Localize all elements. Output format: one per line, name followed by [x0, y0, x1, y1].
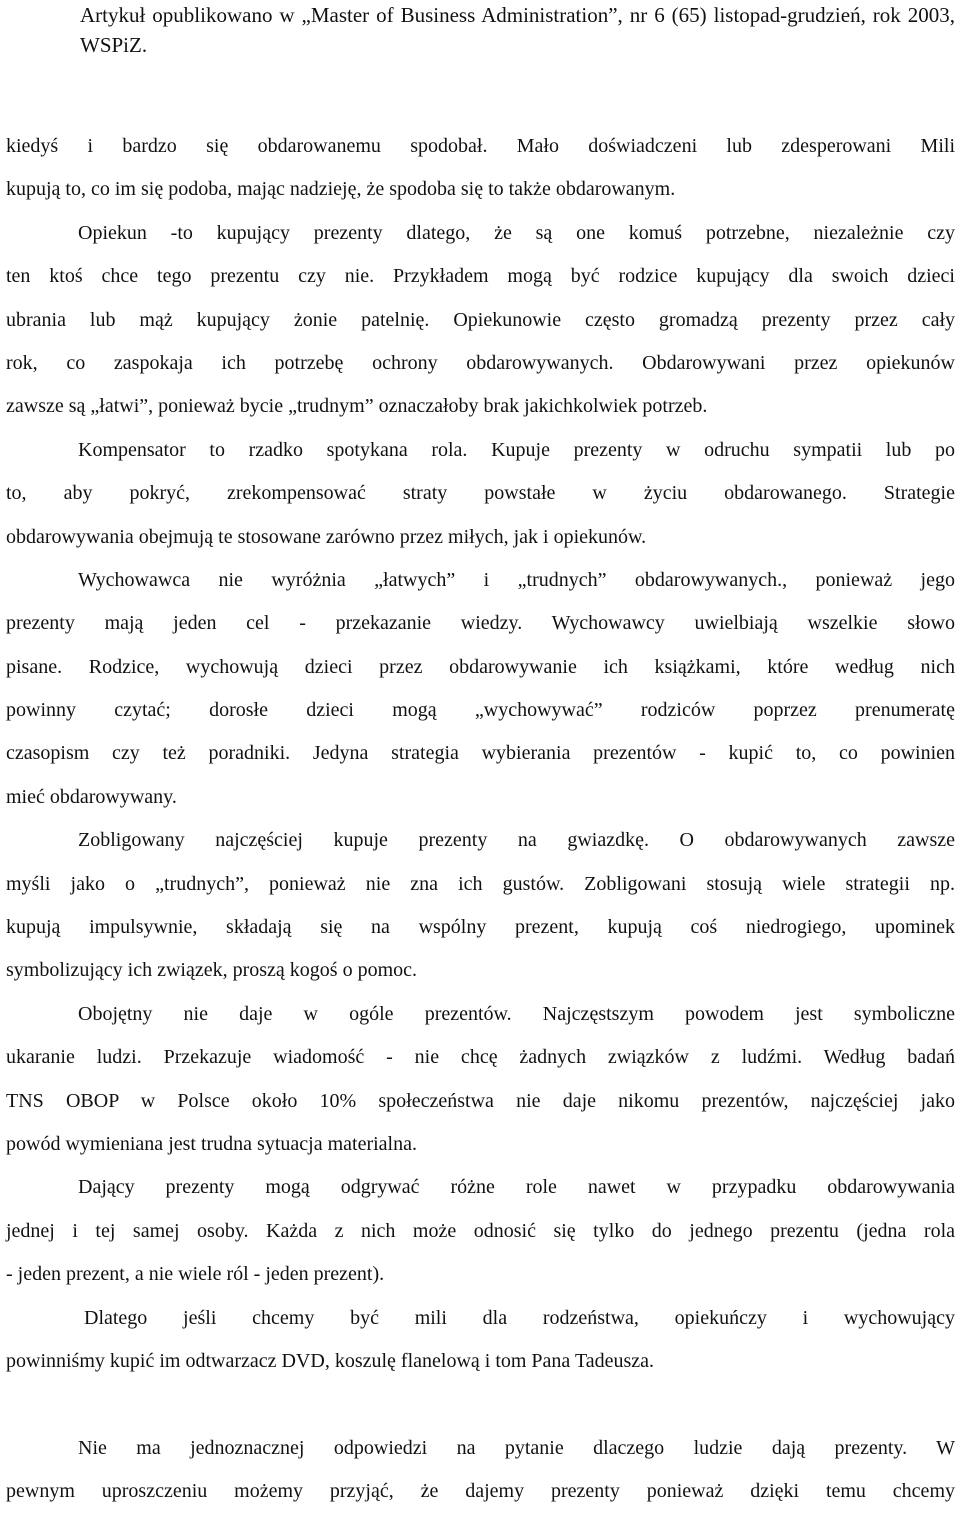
text-line: ubrania lub mąż kupujący żonie patelnię. Opiekunowie często gromadzą prezenty przez cały	[6, 308, 955, 331]
text-line: powinniśmy kupić im odtwarzacz DVD, koszulę flanelową i tom Pana Tadeusza.	[6, 1349, 655, 1372]
text-line: Wychowawca nie wyróżnia „łatwych” i „trudnych” obdarowywanych., ponieważ jego	[78, 568, 955, 591]
text-line: powinny czytać; dorosłe dzieci mogą „wychowywać” rodziców poprzez prenumeratę	[6, 699, 955, 722]
text-line: Dający prezenty mogą odgrywać różne role nawet w przypadku obdarowywania	[78, 1176, 955, 1199]
text-line: Kompensator to rzadko spotykana rola. Kupuje prezenty w odruchu sympatii lub po	[78, 438, 955, 461]
text-line: Zobligowany najczęściej kupuje prezenty na gwiazdkę. O obdarowywanych zawsze	[78, 829, 955, 852]
text-line: - jeden prezent, a nie wiele ról - jeden prezent).	[6, 1263, 385, 1286]
text-line: Opiekun -to kupujący prezenty dlatego, że są one komuś potrzebne, niezależnie czy	[78, 221, 955, 244]
text-line: jednej i tej samej osoby. Każda z nich może odnosić się tylko do jednego prezentu (jedna rola	[6, 1219, 955, 1242]
text-line: zawsze są „łatwi”, ponieważ bycie „trudnym” oznaczałoby brak jakichkolwiek potrzeb.	[6, 395, 708, 418]
text-line: Nie ma jednoznacznej odpowiedzi na pytanie dlaczego ludzie dają prezenty. W	[78, 1436, 955, 1459]
text-line: pisane. Rodzice, wychowują dzieci przez obdarowywanie ich książkami, które według nich	[6, 655, 955, 678]
text-line: ten ktoś chce tego prezentu czy nie. Przykładem mogą być rodzice kupujący dla swoich dzieci	[6, 265, 955, 288]
text-line: Obojętny nie daje w ogóle prezentów. Najczęstszym powodem jest symboliczne	[78, 1002, 955, 1025]
text-line: czasopism czy też poradniki. Jedyna strategia wybierania prezentów - kupić to, co powinien	[6, 742, 955, 765]
text-line: pewnym uproszczeniu możemy przyjąć, że dajemy prezenty ponieważ dzięki temu chcemy	[6, 1480, 955, 1503]
text-line: ukaranie ludzi. Przekazuje wiadomość - nie chcę żadnych związków z ludźmi. Według badań	[6, 1046, 955, 1069]
document-body	[6, 125, 955, 1514]
text-line: mieć obdarowywany.	[6, 785, 177, 808]
text-line: prezenty mają jeden cel - przekazanie wiedzy. Wychowawcy uwielbiają wszelkie słowo	[6, 612, 955, 635]
text-line: to, aby pokryć, zrekompensować straty powstałe w życiu obdarowanego. Strategie	[6, 482, 955, 505]
text-line: symbolizujący ich związek, proszą kogoś o pomoc.	[6, 959, 417, 982]
text-line: rok, co zaspokaja ich potrzebę ochrony obdarowywanych. Obdarowywani przez opiekunów	[6, 351, 955, 374]
text-line: obdarowywania obejmują te stosowane zarówno przez miłych, jak i opiekunów.	[6, 525, 647, 548]
text-line: kiedyś i bardzo się obdarowanemu spodobał. Mało doświadczeni lub zdesperowani Mili	[6, 135, 955, 157]
text-line: kupują to, co im się podoba, mając nadzieję, że spodoba się to także obdarowanym.	[6, 178, 676, 201]
text-line: powód wymieniana jest trudna sytuacja materialna.	[6, 1132, 417, 1155]
article-source-header: Artykuł opublikowano w „Master of Business Administration”, nr 6 (65) listopad-grudzień, rok 2003, WSPiZ.	[80, 3, 955, 57]
text-line: Dlatego jeśli chcemy być mili dla rodzeństwa, opiekuńczy i wychowujący	[84, 1306, 955, 1329]
text-line: kupują impulsywnie, składają się na wspólny prezent, kupują coś niedrogiego, upominek	[6, 916, 955, 939]
paragraph-gap	[6, 1383, 955, 1426]
text-line: TNS OBOP w Polsce około 10% społeczeństwa nie daje nikomu prezentów, najczęściej jako	[6, 1089, 955, 1112]
text-line: myśli jako o „trudnych”, ponieważ nie zna ich gustów. Zobligowani stosują wiele strategii np.	[6, 872, 955, 895]
